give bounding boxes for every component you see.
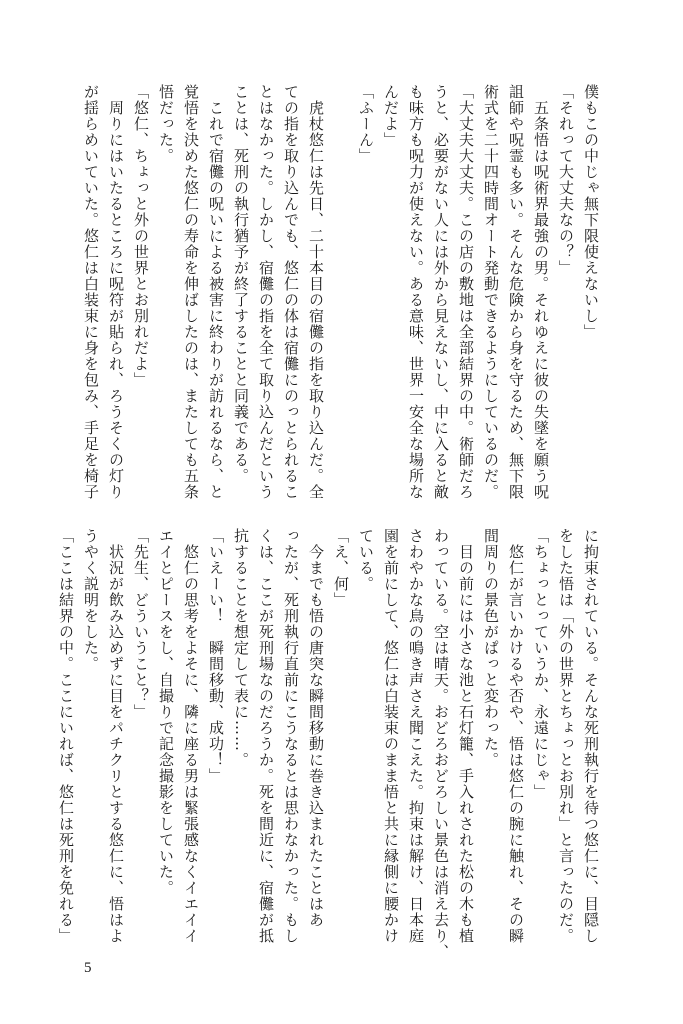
- text-line: 「え、何」: [332, 528, 350, 608]
- text-line: これで宿儺の呪いによる被害に終わりが訪れるなら、と: [207, 84, 225, 500]
- text-line: くは、ここが死刑場なのだろうか。死を間近に、宿儺が抵: [257, 528, 275, 944]
- text-line: 間周りの景色がぱっと変わった。: [482, 528, 500, 768]
- text-line: 「先生、どういうこと？」: [132, 528, 150, 720]
- text-line: 五条悟は呪術界最強の男。それゆえに彼の失墜を願う呪: [532, 84, 550, 500]
- text-line: 「悠仁、ちょっと外の世界とお別れだよ」: [132, 84, 150, 388]
- text-line: 周りにはいたるところに呪符が貼られ、ろうそくの灯り: [107, 84, 125, 500]
- text-line: 「ここは結界の中。ここにいれば、悠仁は死刑を免れる」: [57, 528, 75, 944]
- text-line: をした悟は「外の世界とちょっとお別れ」と言ったのだ。: [557, 528, 575, 944]
- text-line: 詛師や呪霊も多い。そんな危険から身を守るため、無下限: [507, 84, 525, 500]
- text-block-top: [82, 84, 603, 500]
- text-line: [328, 84, 353, 489]
- text-line: ことは、死刑の執行猶予が終了することと同義である。: [232, 84, 250, 484]
- text-block-bottom: [57, 528, 603, 960]
- text-line: 「ちょっとっていうか、永遠にじゃ」: [532, 528, 550, 800]
- page-number: 5: [84, 960, 92, 976]
- text-line: 悟だった。: [157, 84, 175, 164]
- text-line: 悠仁の思考をよそに、隣に座る男は緊張感なくイエイイ: [182, 528, 200, 944]
- text-line: 僕もこの中じゃ無下限使えないし」: [582, 84, 600, 340]
- text-line: わっている。空は晴天。おどろおどろしい景色は消え去り、: [432, 528, 450, 960]
- text-line: に拘束されている。そんな死刑執行を待つ悠仁に、目隠し: [582, 528, 600, 944]
- text-line: とはなかった。しかし、宿儺の指を全て取り込んだという: [257, 84, 275, 500]
- text-line: んだよ」: [382, 84, 400, 148]
- text-line: エイとピースをし、自撮りで記念撮影をしていた。: [157, 528, 175, 896]
- text-line: 抗することを想定して表に……。: [232, 528, 250, 768]
- text-line: さわやかな鳥の鳴き声さえ聞こえた。拘束は解け、日本庭: [407, 528, 425, 944]
- text-line: 園を前にして、悠仁は白装束のまま悟と共に縁側に腰かけ: [382, 528, 400, 944]
- text-line: 状況が飲み込めずに目をパチクリとする悠仁に、悟はよ: [107, 528, 125, 944]
- text-line: 今までも悟の唐突な瞬間移動に巻き込まれたことはあ: [307, 528, 325, 928]
- text-line: うと、必要がない人には外から見えないし、中に入ると敵: [432, 84, 450, 500]
- text-line: が揺らめいていた。悠仁は白装束に身を包み、手足を椅子: [82, 84, 100, 500]
- text-line: ったが、死刑執行直前にこうなるとは思わなかった。もし: [282, 528, 300, 944]
- text-line: 術式を二十四時間オート発動できるようにしているのだ。: [482, 84, 500, 500]
- text-line: 悠仁が言いかけるや否や、悟は悠仁の腕に触れ、その瞬: [507, 528, 525, 944]
- text-line: ている。: [357, 528, 375, 592]
- text-line: ての指を取り込んでも、悠仁の体は宿儺にのっとられるこ: [282, 84, 300, 500]
- text-line: 「それって大丈夫なの？」: [557, 84, 575, 276]
- text-line: 目の前には小さな池と石灯籠、手入れされた松の木も植: [457, 528, 475, 944]
- text-line: 覚悟を決めた悠仁の寿命を伸ばしたのは、またしても五条: [182, 84, 200, 500]
- text-line: うやく説明をした。: [82, 528, 100, 672]
- text-line: 「ふーん」: [357, 84, 375, 164]
- text-line: 虎杖悠仁は先日、二十本目の宿儺の指を取り込んだ。全: [307, 84, 325, 500]
- text-line: 「いえーい！ 瞬間移動、成功！」: [207, 528, 225, 784]
- text-line: 「大丈夫大丈夫。この店の敷地は全部結界の中。術師だろ: [457, 84, 475, 500]
- text-line: も味方も呪力が使えない。ある意味、世界一安全な場所な: [407, 84, 425, 500]
